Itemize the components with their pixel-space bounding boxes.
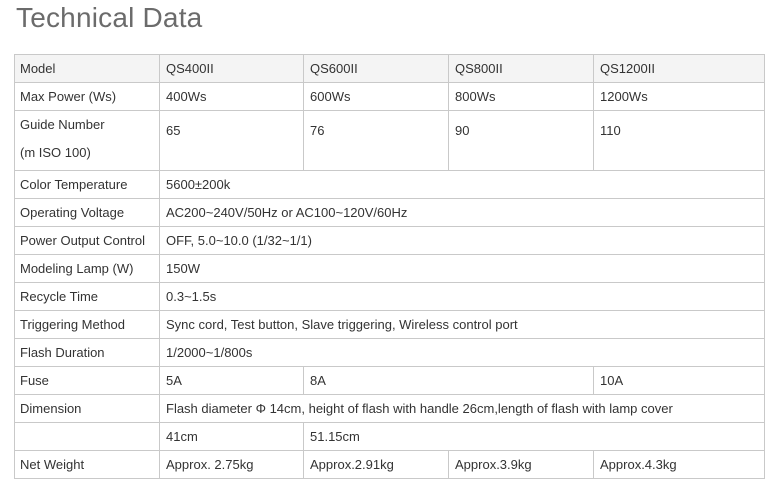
header-model-label: Model: [15, 55, 160, 83]
table-row-dimension-sub: [15, 423, 765, 451]
table-header-row: [15, 55, 765, 83]
table-cell: 110: [594, 111, 765, 171]
model-cell: QS600II: [304, 55, 449, 83]
table-cell: 51.15cm: [304, 423, 765, 451]
table-cell: OFF, 5.0~10.0 (1/32~1/1): [160, 227, 765, 255]
row-label: Modeling Lamp (W): [15, 255, 160, 283]
table-row-max-power: [15, 83, 765, 111]
table-cell: 8A: [304, 367, 594, 395]
model-cell: QS400II: [160, 55, 304, 83]
table-cell: 5A: [160, 367, 304, 395]
table-cell: Approx.3.9kg: [449, 451, 594, 479]
row-label: Power Output Control: [15, 227, 160, 255]
table-cell: 90: [449, 111, 594, 171]
row-label-empty: [15, 423, 160, 451]
table-cell: Approx. 2.75kg: [160, 451, 304, 479]
table-cell: Flash diameter Φ 14cm, height of flash with handle 26cm,length of flash with lamp cover: [160, 395, 765, 423]
table-cell: 800Ws: [449, 83, 594, 111]
table-cell: 400Ws: [160, 83, 304, 111]
table-row-dimension: [15, 395, 765, 423]
row-label: Recycle Time: [15, 283, 160, 311]
table-row-net-weight: [15, 451, 765, 479]
row-label: Fuse: [15, 367, 160, 395]
table-cell: 41cm: [160, 423, 304, 451]
table-row-recycle-time: [15, 283, 765, 311]
table-row-operating-voltage: [15, 199, 765, 227]
row-label: [15, 111, 160, 171]
table-row-color-temperature: [15, 171, 765, 199]
row-label-line1: Guide Number: [20, 117, 105, 132]
technical-data-table: [14, 54, 765, 479]
row-label: Triggering Method: [15, 311, 160, 339]
row-label: Operating Voltage: [15, 199, 160, 227]
model-cell: QS800II: [449, 55, 594, 83]
table-cell: Approx.4.3kg: [594, 451, 765, 479]
table-cell: 0.3~1.5s: [160, 283, 765, 311]
table-cell: 65: [160, 111, 304, 171]
table-cell: 76: [304, 111, 449, 171]
table-row-modeling-lamp: [15, 255, 765, 283]
row-label-line2: (m ISO 100): [20, 145, 91, 160]
row-label: Net Weight: [15, 451, 160, 479]
row-label: Flash Duration: [15, 339, 160, 367]
row-label: Color Temperature: [15, 171, 160, 199]
row-label: Dimension: [15, 395, 160, 423]
table-row-flash-duration: [15, 339, 765, 367]
table-row-triggering-method: [15, 311, 765, 339]
table-cell: 1200Ws: [594, 83, 765, 111]
table-cell: Sync cord, Test button, Slave triggering, Wireless control port: [160, 311, 765, 339]
model-cell: QS1200II: [594, 55, 765, 83]
table-cell: 5600±200k: [160, 171, 765, 199]
table-cell: 1/2000~1/800s: [160, 339, 765, 367]
page-title: Technical Data: [16, 2, 203, 33]
row-label: Max Power (Ws): [15, 83, 160, 111]
table-row-power-output-control: [15, 227, 765, 255]
table-cell: 150W: [160, 255, 765, 283]
table-cell: Approx.2.91kg: [304, 451, 449, 479]
table-cell: 10A: [594, 367, 765, 395]
table-row-fuse: [15, 367, 765, 395]
table-row-guide-number: [15, 111, 765, 171]
table-cell: 600Ws: [304, 83, 449, 111]
table-cell: AC200~240V/50Hz or AC100~120V/60Hz: [160, 199, 765, 227]
